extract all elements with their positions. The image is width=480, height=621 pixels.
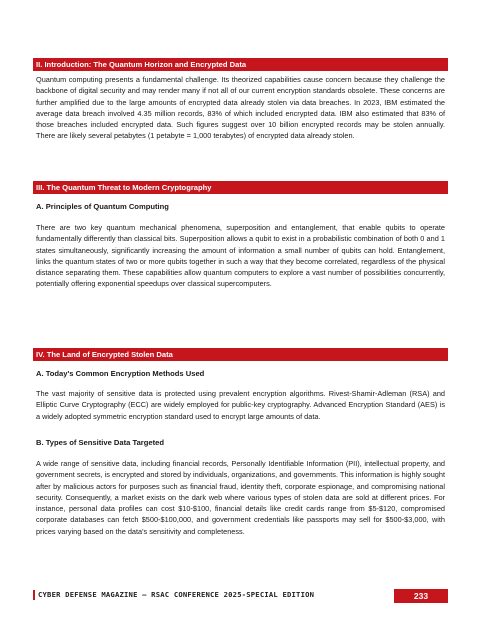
common-encryption-paragraph: The vast majority of sensitive data is protected using prevalent encryption algorithms. Rivest-Shamir-Adleman (RSA) and Elliptic Curve Cryptography (ECC) are widely employed for public-key cryptography. Advanced Encryption Standard (AES) is a widely adopted symmetric encryption standard used to encrypt large amounts of data. — [36, 389, 445, 421]
section-heading-encrypted-stolen-data: IV. The Land of Encrypted Stolen Data — [33, 348, 448, 361]
sensitive-data-paragraph: A wide range of sensitive data, including financial records, Personally Identifiable Information (PII), intellectual property, and government secrets, is encrypted and stored by individuals, organizations, and governments. This information is highly sought after by malicious actors for purposes such as financial fraud, identity theft, corporate espionage, and compromising national security. Consequently, a market exists on the dark web where various types of stolen data are sold at different prices. For instance, personal data profiles can cost $10-$100, financial details like credit cards range from $5-$120, compromised corporate databases can fetch $500-$100,000, and government credentials like passports may sell for $500-$3,000, with prices varying based on the data's sensitivity and completeness. — [36, 459, 445, 536]
page-number: 233 — [394, 589, 448, 603]
principles-paragraph: There are two key quantum mechanical phenomena, superposition and entanglement, that enable qubits to operate fundamentally differently than classical bits. Superposition allows a qubit to exist in a probabilistic combination of both 0 and 1 states simultaneously, significantly increasing the amount of information a small number of qubits can hold. Entanglement, links the quantum states of two or more qubits together in such a way that they become correlated, regardless of the physical distance separating them. These capabilities allow quantum computers to explore a vast number of possibilities concurrently, potentially offering exponential speedups over classical supercomputers. — [36, 223, 445, 289]
section-heading-introduction: II. Introduction: The Quantum Horizon and Encrypted Data — [33, 58, 448, 71]
introduction-paragraph: Quantum computing presents a fundamental challenge. Its theorized capabilities cause concern because they challenge the backbone of digital security and may render many if not all of our current encryption standards obsolete. These concerns are further amplified due to the large amounts of encrypted data already stolen via data breaches. In 2023, IBM estimated the average data breach involved 4.35 million records, 83% of which included encrypted data. IBM also estimated that 83% of those breaches included encrypted data. Such figures suggest over 10 billion encrypted records may be stolen annually. There are likely several petabytes (1 petabyte = 1,000 terabytes) of encrypted data already stolen. — [36, 75, 445, 141]
subheading-sensitive-data: B. Types of Sensitive Data Targeted — [36, 438, 165, 447]
subheading-principles: A. Principles of Quantum Computing — [36, 202, 169, 211]
footer-publication-title: CYBER DEFENSE MAGAZINE – RSAC CONFERENCE 2025-SPECIAL EDITION — [38, 590, 315, 599]
section-heading-quantum-threat: III. The Quantum Threat to Modern Cryptography — [33, 181, 448, 194]
footer-accent-mark — [33, 590, 35, 600]
subheading-common-encryption: A. Today's Common Encryption Methods Used — [36, 369, 205, 378]
